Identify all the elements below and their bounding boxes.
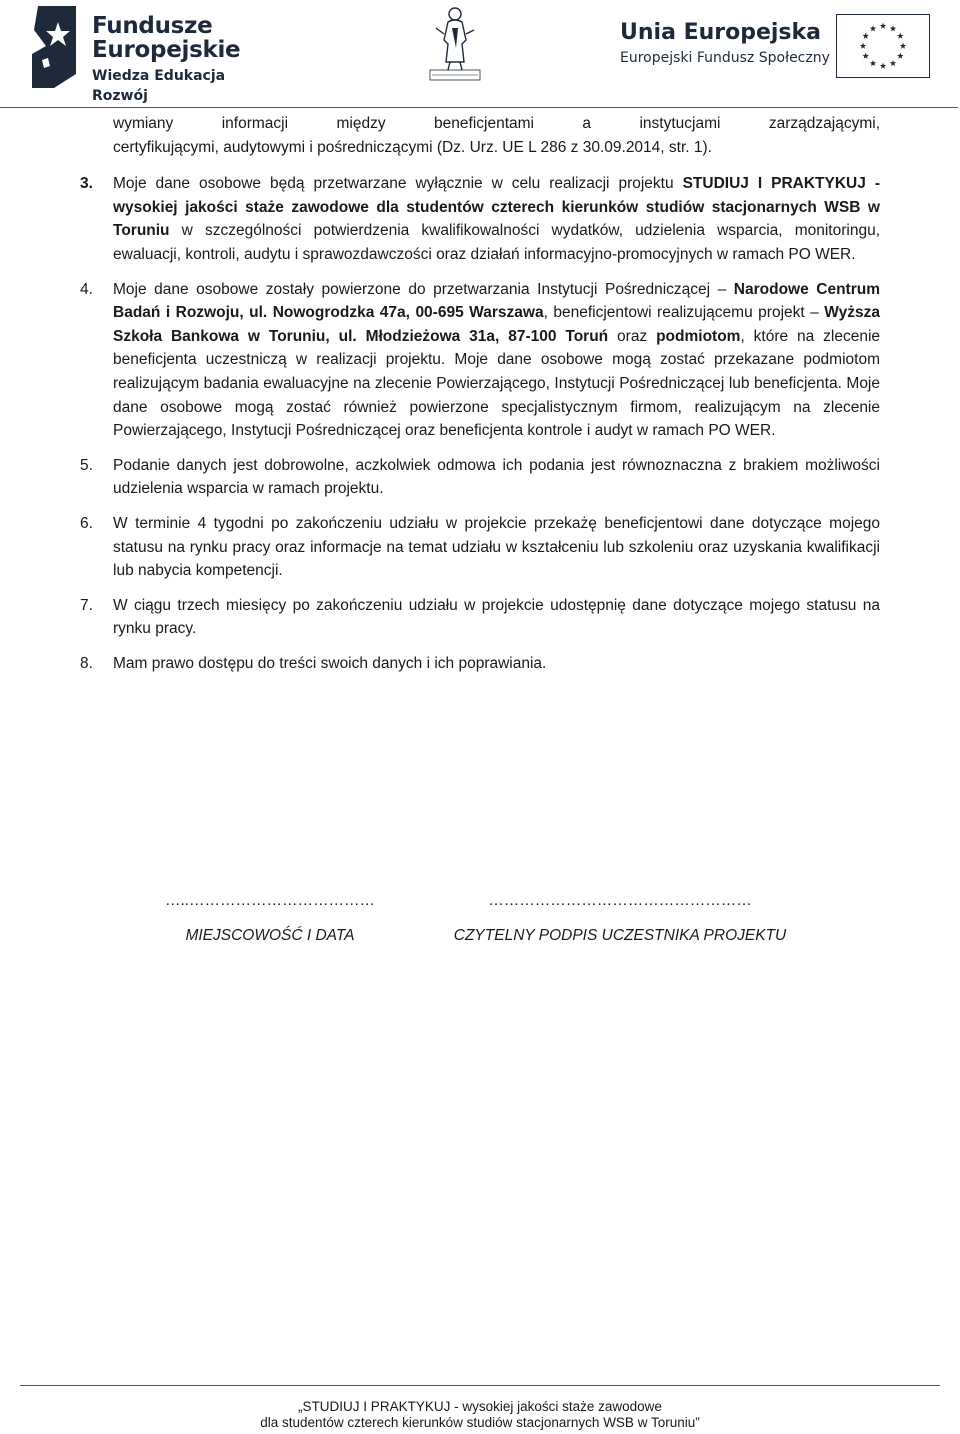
list-number: 3. (80, 175, 93, 193)
item4-beneficiary: Wyższa Szkoła Bankowa w Toruniu, ul. Młodzieżowa 31a, 87-100 Toruń (113, 304, 880, 345)
item4-text-3: oraz (608, 327, 657, 345)
footer-line2: dla studentów czterech kierunków studiów stacjonarnych WSB w Toruniu” (260, 1415, 700, 1430)
list-number: 7. (80, 596, 93, 614)
eu-star-icon (890, 60, 896, 66)
item4-institution: Narodowe Centrum Badań i Rozwoju, ul. Nowogrodzka 47a, 00-695 Warszawa (113, 280, 880, 322)
list-number: 5. (80, 456, 93, 474)
ue-logo-line1: Unia Europejska (620, 20, 822, 45)
continuation-line2: certyfikującymi, audytowymi i pośredniczącymi (Dz. Urz. UE L 286 z 30.09.2014, str. 1). (113, 138, 712, 156)
list-number: 8. (80, 654, 93, 672)
list-item-4 (80, 278, 880, 443)
signature-place-date (140, 892, 400, 945)
list-item-5 (80, 454, 880, 501)
eu-star-icon (897, 33, 903, 39)
place-date-label: MIEJSCOWOŚĆ I DATA (185, 927, 355, 944)
item3-text-2: w szczególności potwierdzenia kwalifikowalności wydatków, udzielenia wsparcia, monitoringu, ewaluacji, kontroli, audytu i sprawozdawczości oraz działań informacyjno-promocyjnych w ramach PO WER. (113, 222, 880, 263)
eu-star-icon (870, 60, 876, 66)
eu-star-icon (860, 43, 866, 49)
fe-logo-line2: Europejskie (92, 37, 241, 63)
wsb-toruń-logo-icon (422, 4, 488, 84)
list-item-8 (80, 652, 880, 676)
eu-flag-icon (836, 14, 930, 78)
participant-dotted-line: …………………………………………… (488, 892, 752, 909)
item4-text-1: Moje dane osobowe zostały powierzone do przetwarzania Instytucji Pośredniczącej – (113, 280, 734, 298)
continuation-line1: wymiany informacji między beneficjentami a instytucjami zarządzającymi, (113, 115, 880, 132)
eu-star-icon (880, 23, 886, 29)
footer-divider (20, 1385, 940, 1386)
item4-entities: podmiotom (656, 327, 741, 345)
list-item-7 (80, 594, 880, 641)
list-number: 4. (80, 280, 93, 298)
item3-project-name: STUDIUJ I PRAKTYKUJ - wysokiej jakości staże zawodowe dla studentów czterech kierunków studiów stacjonarnych WSB w Toruniu (113, 175, 880, 240)
eu-star-icon (880, 63, 886, 69)
fe-logo-text (92, 14, 278, 106)
eu-star-icon (900, 43, 906, 49)
item6-text: W terminie 4 tygodni po zakończeniu udziału w projekcie przekażę beneficjentowi dane dotyczące mojego statusu na rynku pracy oraz informacje na temat udziału w kształceniu lub szkoleniu oraz uzyskania kwalifikacji lub nabycia kompetencji. (113, 514, 880, 580)
signature-participant (440, 892, 800, 945)
place-date-dotted-line: …..……………………………… (164, 892, 376, 909)
page-footer (180, 1399, 780, 1431)
item4-text-4: , które na zlecenie beneficjenta uczestniczą w realizacji projektu. Moje dane osobowe mogą zostać przekazane podmiotom realizującym badania ewaluacyjne na zlecenie Powierzającego, Instytucji Pośredniczącej lub beneficjenta. Moje dane osobowe mogą zostać również powierzone specjalistycznym firmom, realizującym na zlecenie Powierzającego, Instytucji Pośredniczącej oraz beneficjenta kontrole i audyt w ramach PO WER. (113, 327, 881, 440)
ue-logo-line2: Europejski Fundusz Społeczny (620, 50, 830, 66)
fundusze-europejskie-logo (28, 4, 278, 104)
item4-text-2: , beneficjentowi realizującemu projekt – (543, 304, 825, 322)
list-item-6 (80, 512, 880, 583)
footer-line1: „STUDIUJ I PRAKTYKUJ - wysokiej jakości staże zawodowe (298, 1399, 662, 1414)
item3-text-1: Moje dane osobowe będą przetwarzane wyłącznie w celu realizacji projektu (113, 175, 683, 193)
unia-europejska-logo-text (620, 20, 830, 68)
eu-star-icon (862, 53, 868, 59)
page-header (0, 0, 960, 110)
eu-star-icon (862, 33, 868, 39)
document-body (80, 112, 880, 675)
item2-continuation (113, 112, 880, 159)
fe-star-mark-icon (28, 4, 80, 88)
list-number: 6. (80, 514, 93, 532)
header-divider (0, 107, 958, 108)
eu-star-icon (890, 25, 896, 31)
fe-logo-line1: Fundusze (92, 13, 213, 39)
item8-text: Mam prawo dostępu do treści swoich danych i ich poprawiania. (113, 654, 547, 672)
participant-signature-label: CZYTELNY PODPIS UCZESTNIKA PROJEKTU (453, 927, 787, 944)
item5-text: Podanie danych jest dobrowolne, aczkolwiek odmowa ich podania jest równoznaczna z brakiem możliwości udzielenia wsparcia w ramach projektu. (113, 456, 880, 498)
eu-star-icon (897, 53, 903, 59)
fe-logo-line3: Wiedza Edukacja Rozwój (92, 68, 226, 104)
list-item-3 (80, 172, 880, 266)
eu-star-icon (870, 25, 876, 31)
item7-text: W ciągu trzech miesięcy po zakończeniu udziału w projekcie udostępnię dane dotyczące mojego statusu na rynku pracy. (113, 596, 880, 638)
